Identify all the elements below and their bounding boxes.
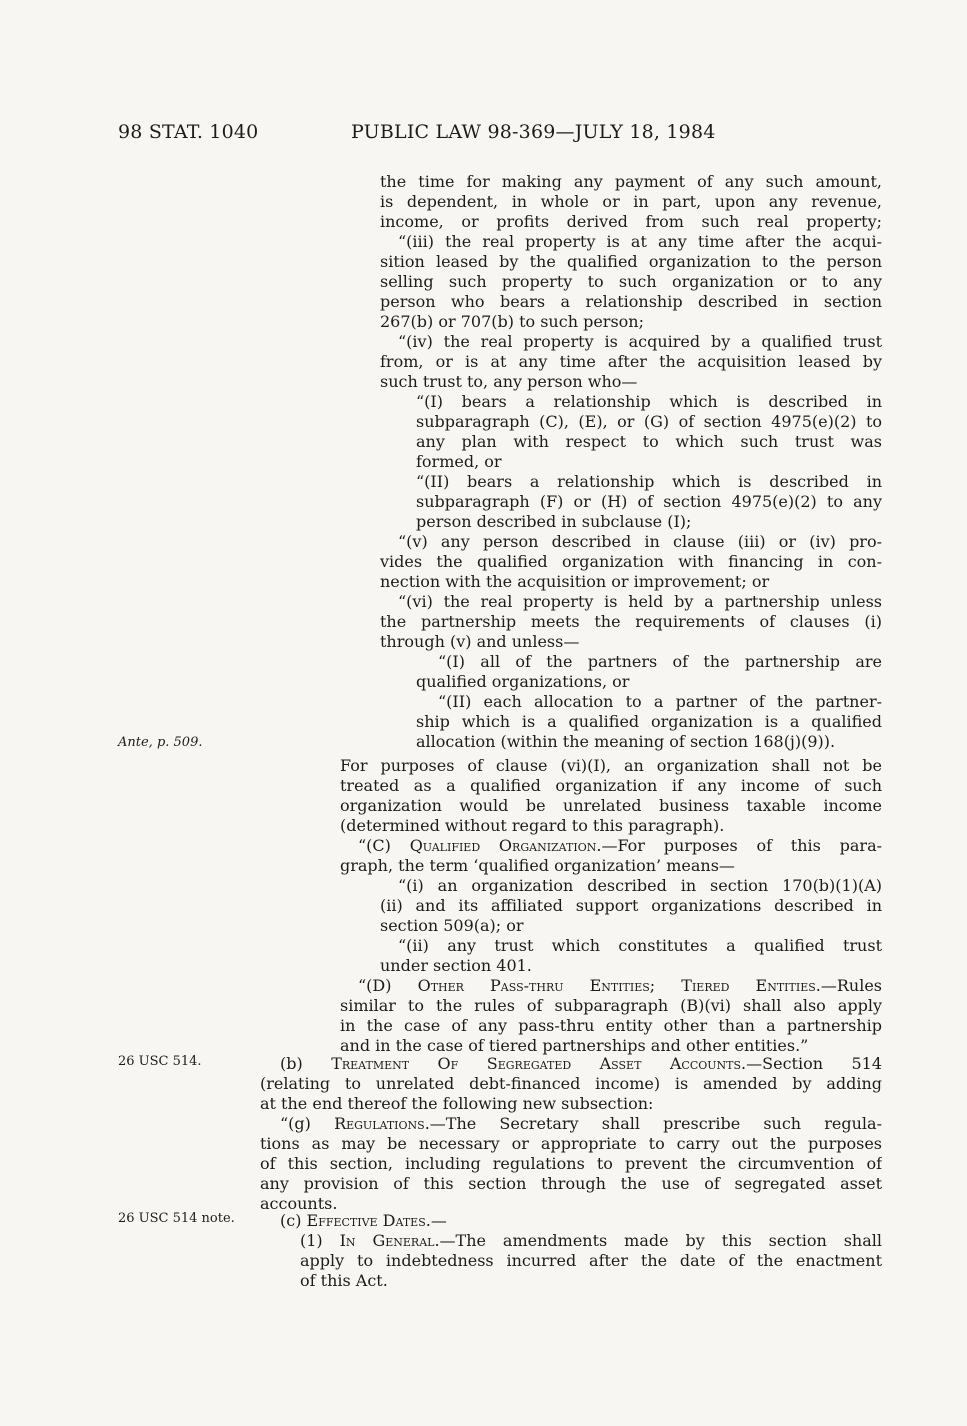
margin-note-26usc514-note: 26 USC 514 note. (118, 1211, 235, 1226)
section-heading: Treatment Of Segregated Asset Accounts (331, 1054, 742, 1073)
text-line: “(iv) the real property is acquired by a qualified trust (398, 332, 882, 351)
text-line: qualified organizations, or (416, 672, 630, 691)
text-line: (ii) and its affiliated support organizations described in (380, 896, 882, 915)
text-line: (b) Treatment Of Segregated Asset Accounts.—Section 514 (280, 1054, 882, 1073)
text-line: “(I) bears a relationship which is described in (416, 392, 882, 411)
text-line: of this section, including regulations to prevent the circumvention of (260, 1154, 882, 1173)
text-line: is dependent, in whole or in part, upon any revenue, (380, 192, 882, 211)
text-line: from, or is at any time after the acquisition leased by (380, 352, 882, 371)
margin-note-ante: Ante, p. 509. (118, 735, 203, 750)
text-line: “(iii) the real property is at any time after the acqui- (398, 232, 882, 251)
text-line: any plan with respect to which such trust was (416, 432, 882, 451)
text-line: apply to indebtedness incurred after the date of the enactment (300, 1251, 882, 1270)
text-line: organization would be unrelated business taxable income (340, 796, 882, 815)
text-line: “(i) an organization described in section 170(b)(1)(A) (398, 876, 882, 895)
text-line: income, or profits derived from such real property; (380, 212, 882, 231)
text-line: sition leased by the qualified organization to the person (380, 252, 882, 271)
text-line: through (v) and unless— (380, 632, 580, 651)
margin-note-26usc514: 26 USC 514. (118, 1054, 202, 1069)
text-line: in the case of any pass-thru entity other than a partnership (340, 1016, 882, 1035)
text-line: person who bears a relationship described in section (380, 292, 882, 311)
section-heading: Regulations (334, 1114, 425, 1133)
text-line: “(ii) any trust which constitutes a qualified trust (398, 936, 882, 955)
text-line: person described in subclause (I); (416, 512, 692, 531)
text-line: and in the case of tiered partnerships and other entities.” (340, 1036, 809, 1055)
section-heading: Effective Dates (306, 1211, 426, 1230)
text-line: such trust to, any person who— (380, 372, 638, 391)
text-line: nection with the acquisition or improvement; or (380, 572, 770, 591)
stat-page-number: 98 STAT. 1040 (118, 121, 259, 143)
text-line: tions as may be necessary or appropriate to carry out the purposes (260, 1134, 882, 1153)
text-line: “(v) any person described in clause (iii) or (iv) pro- (398, 532, 882, 551)
text-line: “(g) Regulations.—The Secretary shall prescribe such regula- (280, 1114, 882, 1133)
text-line: “(II) each allocation to a partner of the partner- (438, 692, 882, 711)
section-heading: In General (339, 1231, 435, 1250)
text-line: subparagraph (F) or (H) of section 4975(e)(2) to any (416, 492, 882, 511)
section-heading: Other Pass-thru Entities; Tiered Entities (417, 976, 816, 995)
text-line: subparagraph (C), (E), or (G) of section 4975(e)(2) to (416, 412, 882, 431)
text-line: “(vi) the real property is held by a partnership unless (398, 592, 882, 611)
text-line: (relating to unrelated debt-financed income) is amended by adding (260, 1074, 882, 1093)
text-line: at the end thereof the following new subsection: (260, 1094, 654, 1113)
bleed-through-mark (130, 470, 134, 485)
text-line: (1) In General.—The amendments made by this section shall (300, 1231, 882, 1250)
text-line: (determined without regard to this paragraph). (340, 816, 725, 835)
text-line: graph, the term ‘qualified organization’ means— (340, 856, 735, 875)
text-line: 267(b) or 707(b) to such person; (380, 312, 644, 331)
text-line: treated as a qualified organization if any income of such (340, 776, 882, 795)
text-line: of this Act. (300, 1271, 388, 1290)
text-line: formed, or (416, 452, 502, 471)
text-line: selling such property to such organization or to any (380, 272, 882, 291)
text-line: allocation (within the meaning of section 168(j)(9)). (416, 732, 836, 751)
text-line: ship which is a qualified organization is a qualified (416, 712, 882, 731)
text-line: any provision of this section through the use of segregated asset (260, 1174, 882, 1193)
text-line: the partnership meets the requirements of clauses (i) (380, 612, 882, 631)
text-line: vides the qualified organization with financing in con- (380, 552, 882, 571)
text-line: For purposes of clause (vi)(I), an organization shall not be (340, 756, 882, 775)
text-line: (c) Effective Dates.— (280, 1211, 447, 1230)
text-line: “(II) bears a relationship which is described in (416, 472, 882, 491)
public-law-title: PUBLIC LAW 98-369—JULY 18, 1984 (351, 121, 716, 143)
text-line: accounts. (260, 1194, 338, 1213)
text-line: “(C) Qualified Organization.—For purposes of this para- (358, 836, 882, 855)
text-line: the time for making any payment of any such amount, (380, 172, 882, 191)
text-line: similar to the rules of subparagraph (B)(vi) shall also apply (340, 996, 882, 1015)
section-heading: Qualified Organization (409, 836, 597, 855)
text-line: “(D) Other Pass-thru Entities; Tiered Entities.—Rules (358, 976, 882, 995)
text-line: under section 401. (380, 956, 532, 975)
text-line: “(I) all of the partners of the partnership are (438, 652, 882, 671)
text-line: section 509(a); or (380, 916, 524, 935)
